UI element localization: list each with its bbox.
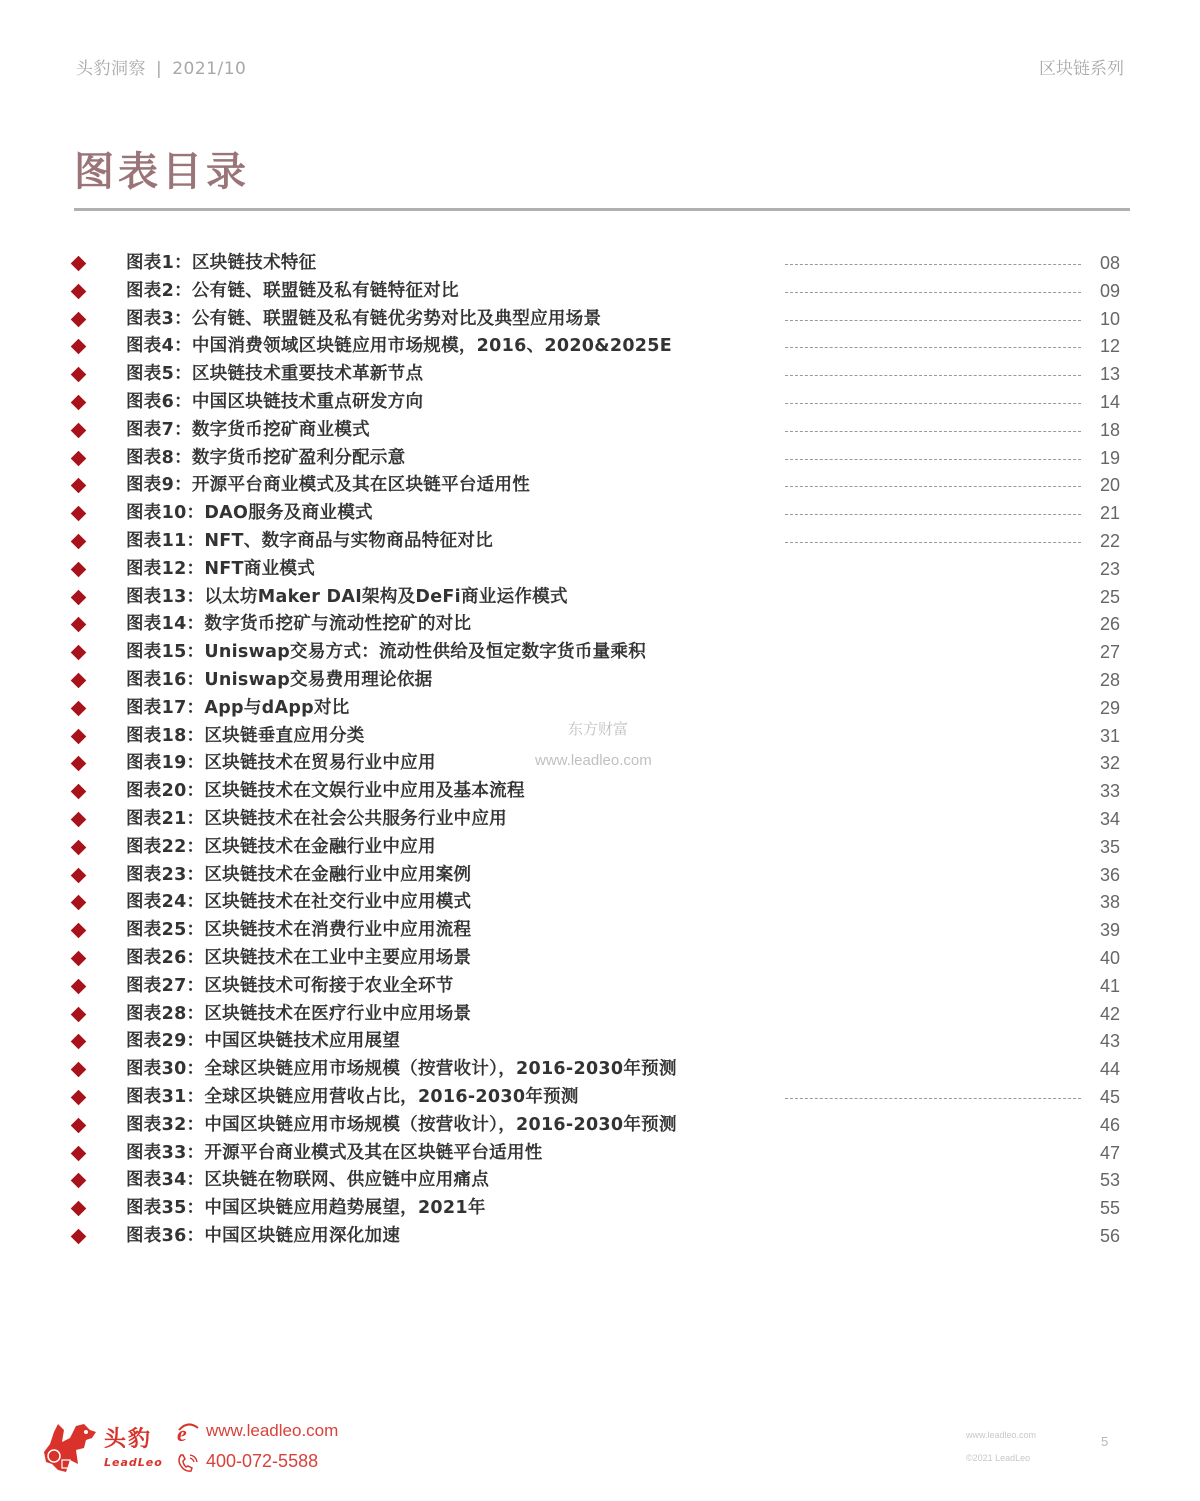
toc-entry-page[interactable]: 43 [1100, 1031, 1121, 1052]
diamond-bullet-icon [71, 534, 87, 550]
footer-brand-cn: 头豹 [104, 1427, 153, 1452]
diamond-bullet-icon [71, 673, 87, 689]
toc-entry[interactable] [0, 806, 1200, 834]
toc-entry-label[interactable]: 图表25：区块链技术在消费行业中应用流程 [126, 920, 472, 941]
footer-right-website: www.leadleo.com [966, 1430, 1037, 1440]
toc-entry[interactable] [0, 361, 1200, 389]
diamond-bullet-icon [71, 700, 87, 716]
toc-entry-label[interactable]: 图表33：开源平台商业模式及其在区块链平台适用性 [126, 1142, 543, 1163]
header-brand-date [76, 54, 246, 79]
diamond-bullet-icon [71, 812, 87, 828]
toc-entry-page[interactable]: 35 [1100, 836, 1121, 857]
dotted-leader [785, 403, 1081, 404]
toc-entry-label[interactable]: 图表17：App与dApp对比 [126, 697, 350, 718]
toc-entry[interactable] [0, 1112, 1200, 1140]
toc-entry-page[interactable]: 33 [1100, 781, 1121, 802]
toc-entry-label[interactable]: 图表19：区块链技术在贸易行业中应用 [126, 753, 436, 774]
toc-entry[interactable] [0, 639, 1200, 667]
toc-entry-page[interactable]: 08 [1100, 253, 1121, 273]
toc-entry[interactable] [0, 472, 1200, 500]
diamond-bullet-icon [71, 1201, 87, 1217]
toc-entry[interactable] [0, 834, 1200, 862]
toc-entry-label[interactable]: 图表7：数字货币挖矿商业模式 [126, 419, 370, 440]
toc-entry-page[interactable]: 27 [1100, 642, 1121, 663]
toc-entry-label[interactable]: 图表6：中国区块链技术重点研发方向 [126, 391, 424, 412]
toc-entry[interactable] [0, 556, 1200, 584]
toc-entry[interactable] [0, 278, 1200, 306]
toc-entry[interactable] [0, 611, 1200, 639]
toc-entry-label[interactable]: 图表15：Uniswap交易方式：流动性供给及恒定数字货币量乘积 [126, 642, 647, 663]
toc-entry[interactable] [0, 1167, 1200, 1195]
toc-entry-page[interactable]: 18 [1100, 419, 1121, 440]
toc-entry[interactable] [0, 250, 1200, 278]
toc-entry[interactable] [0, 1056, 1200, 1084]
diamond-bullet-icon [71, 1062, 87, 1078]
diamond-bullet-icon [71, 561, 87, 577]
dotted-leader [785, 514, 1081, 515]
toc-entry-page[interactable]: 14 [1100, 391, 1121, 412]
svg-text:e: e [177, 1422, 187, 1444]
toc-entry-page[interactable]: 09 [1100, 280, 1121, 301]
toc-entry-label[interactable]: 图表3：公有链、联盟链及私有链优劣势对比及典型应用场景 [126, 308, 602, 329]
diamond-bullet-icon [71, 395, 87, 411]
toc-entry-page[interactable]: 46 [1100, 1114, 1121, 1135]
diamond-bullet-icon [71, 1229, 87, 1245]
header-date: 2021/10 [172, 59, 247, 79]
footer-website-link[interactable]: www.leadleo.com [206, 1421, 339, 1440]
toc-entry-page[interactable]: 22 [1100, 530, 1121, 551]
toc-entry-label[interactable]: 图表23：区块链技术在金融行业中应用案例 [126, 864, 472, 885]
dotted-leader [785, 431, 1081, 432]
toc-entry-label[interactable]: 图表18：区块链垂直应用分类 [126, 725, 365, 746]
toc-entry[interactable] [0, 1140, 1200, 1168]
toc-entry-label[interactable]: 图表11：NFT、数字商品与实物商品特征对比 [126, 530, 493, 551]
toc-entry-page[interactable]: 29 [1100, 697, 1121, 718]
toc-entry-page[interactable]: 56 [1100, 1225, 1121, 1246]
toc-entry-label[interactable]: 图表28：区块链技术在医疗行业中应用场景 [126, 1003, 472, 1024]
toc-entry-label[interactable]: 图表13：以太坊Maker DAI架构及DeFi商业运作模式 [126, 586, 568, 607]
diamond-bullet-icon [71, 1006, 87, 1022]
toc-entry[interactable] [0, 389, 1200, 417]
toc-entry-label[interactable]: 图表31：全球区块链应用营收占比，2016-2030年预测 [126, 1086, 579, 1107]
toc-entry-page[interactable]: 23 [1100, 558, 1121, 579]
page-title: 图表目录 [74, 149, 250, 195]
diamond-bullet-icon [71, 450, 87, 466]
diamond-bullet-icon [71, 423, 87, 439]
diamond-bullet-icon [71, 589, 87, 605]
toc-entry-page[interactable]: 53 [1100, 1170, 1121, 1191]
page-number: 5 [1101, 1434, 1109, 1449]
diamond-bullet-icon [71, 839, 87, 855]
toc-entry-page[interactable]: 36 [1100, 864, 1121, 885]
diamond-bullet-icon [71, 867, 87, 883]
diamond-bullet-icon [71, 617, 87, 633]
diamond-bullet-icon [71, 1090, 87, 1106]
footer-brand-en: LeadLeo [104, 1456, 163, 1469]
dotted-leader [785, 459, 1081, 460]
diamond-bullet-icon [71, 923, 87, 939]
toc-entry-page[interactable]: 47 [1100, 1142, 1121, 1163]
dotted-leader [785, 264, 1081, 265]
header-separator: | [156, 59, 163, 79]
diamond-bullet-icon [71, 1145, 87, 1161]
dotted-leader [785, 292, 1081, 293]
toc-entry[interactable] [0, 945, 1200, 973]
dotted-leader [785, 375, 1081, 376]
toc-entry-label[interactable]: 图表10：DAO服务及商业模式 [126, 503, 373, 524]
diamond-bullet-icon [71, 367, 87, 383]
toc-entry[interactable] [0, 1084, 1200, 1112]
toc-entry-page[interactable]: 38 [1100, 892, 1121, 913]
header-series: 区块链系列 [1039, 59, 1124, 79]
toc-entry[interactable] [0, 1001, 1200, 1029]
toc-entry-page[interactable]: 19 [1100, 447, 1121, 468]
toc-entry-page[interactable]: 45 [1100, 1086, 1121, 1107]
phone-icon [176, 1452, 200, 1474]
header-brand: 头豹洞察 [76, 59, 146, 79]
toc-entry[interactable] [0, 1195, 1200, 1223]
web-icon [176, 1422, 200, 1444]
toc-entry-page[interactable]: 32 [1100, 753, 1121, 774]
diamond-bullet-icon [71, 1173, 87, 1189]
diamond-bullet-icon [71, 256, 87, 272]
diamond-bullet-icon [71, 978, 87, 994]
dotted-leader [785, 347, 1081, 348]
footer-phone: 400-072-5588 [206, 1451, 319, 1471]
toc-entry-page[interactable]: 39 [1100, 920, 1121, 941]
toc-entry-label[interactable]: 图表2：公有链、联盟链及私有链特征对比 [126, 280, 459, 301]
toc-entry[interactable] [0, 889, 1200, 917]
toc-entry-page[interactable]: 10 [1100, 308, 1121, 329]
toc-entry[interactable] [0, 1223, 1200, 1251]
toc-entry[interactable] [0, 862, 1200, 890]
diamond-bullet-icon [71, 1034, 87, 1050]
toc-entry-page[interactable]: 20 [1100, 475, 1121, 496]
toc-entry-label[interactable]: 图表34：区块链在物联网、供应链中应用痛点 [126, 1170, 490, 1191]
diamond-bullet-icon [71, 756, 87, 772]
toc-entry-label[interactable]: 图表29：中国区块链技术应用展望 [126, 1031, 401, 1052]
toc-entry-page[interactable]: 34 [1100, 808, 1121, 829]
dotted-leader [785, 1098, 1081, 1099]
toc-entry[interactable] [0, 778, 1200, 806]
diamond-bullet-icon [71, 478, 87, 494]
toc-entry-label[interactable]: 图表1：区块链技术特征 [126, 253, 317, 273]
toc-entry-label[interactable]: 图表20：区块链技术在文娱行业中应用及基本流程 [126, 781, 525, 802]
diamond-bullet-icon [71, 1117, 87, 1133]
toc-entry-label[interactable]: 图表22：区块链技术在金融行业中应用 [126, 836, 436, 857]
diamond-bullet-icon [71, 728, 87, 744]
watermark-text: 东方财富 [568, 720, 629, 738]
toc-entry-label[interactable]: 图表36：中国区块链应用深化加速 [126, 1225, 401, 1246]
toc-entry-label[interactable]: 图表16：Uniswap交易费用理论依据 [126, 669, 433, 690]
toc-entry-label[interactable]: 图表32：中国区块链应用市场规模（按营收计），2016-2030年预测 [126, 1114, 677, 1135]
toc-entry[interactable] [0, 528, 1200, 556]
toc-entry-label[interactable]: 图表9：开源平台商业模式及其在区块链平台适用性 [126, 475, 531, 496]
toc-entry-page[interactable]: 21 [1100, 503, 1121, 524]
toc-entry-label[interactable]: 图表27：区块链技术可衔接于农业全环节 [126, 975, 454, 996]
diamond-bullet-icon [71, 284, 87, 300]
toc-entry[interactable] [0, 500, 1200, 528]
toc-entry-label[interactable]: 图表12：NFT商业模式 [126, 558, 315, 579]
toc-entry-label[interactable]: 图表35：中国区块链应用趋势展望，2021年 [126, 1198, 486, 1219]
dotted-leader [785, 486, 1081, 487]
leadleo-logo-icon [40, 1420, 100, 1476]
toc-entry[interactable] [0, 445, 1200, 473]
toc-entry[interactable] [0, 584, 1200, 612]
title-divider [74, 208, 1130, 211]
toc-entry[interactable] [0, 1028, 1200, 1056]
toc-entry[interactable] [0, 306, 1200, 334]
toc-entry-page[interactable]: 13 [1100, 364, 1121, 385]
toc-entry[interactable] [0, 973, 1200, 1001]
toc-entry-page[interactable]: 44 [1100, 1059, 1121, 1080]
toc-entry-page[interactable]: 26 [1100, 614, 1121, 635]
toc-entry-label[interactable]: 图表30：全球区块链应用市场规模（按营收计），2016-2030年预测 [126, 1059, 677, 1080]
toc-entry-page[interactable]: 25 [1100, 586, 1121, 607]
toc-entry-label[interactable]: 图表26：区块链技术在工业中主要应用场景 [126, 947, 472, 968]
diamond-bullet-icon [71, 339, 87, 355]
footer-copyright: ©2021 LeadLeo [966, 1453, 1031, 1463]
toc-entry-label[interactable]: 图表21：区块链技术在社会公共服务行业中应用 [126, 808, 507, 829]
watermark-url: www.leadleo.com [535, 752, 652, 769]
diamond-bullet-icon [71, 506, 87, 522]
toc-entry-page[interactable]: 40 [1100, 947, 1121, 968]
toc-entry-label[interactable]: 图表5：区块链技术重要技术革新节点 [126, 364, 424, 385]
toc-entry[interactable] [0, 417, 1200, 445]
toc-entry-page[interactable]: 41 [1100, 975, 1121, 996]
toc-entry-label[interactable]: 图表8：数字货币挖矿盈利分配示意 [126, 447, 406, 468]
diamond-bullet-icon [71, 895, 87, 911]
diamond-bullet-icon [71, 311, 87, 327]
toc-entry-page[interactable]: 55 [1100, 1198, 1121, 1219]
toc-entry-label[interactable]: 图表24：区块链技术在社交行业中应用模式 [126, 892, 472, 913]
table-of-figures [0, 250, 1200, 1251]
toc-entry[interactable] [0, 667, 1200, 695]
toc-entry-page[interactable]: 42 [1100, 1003, 1121, 1024]
toc-entry[interactable] [0, 333, 1200, 361]
diamond-bullet-icon [71, 645, 87, 661]
dotted-leader [785, 320, 1081, 321]
toc-entry[interactable] [0, 917, 1200, 945]
dotted-leader [785, 542, 1081, 543]
diamond-bullet-icon [71, 784, 87, 800]
toc-entry-label[interactable]: 图表4：中国消费领域区块链应用市场规模，2016、2020&2025E [126, 336, 673, 357]
toc-entry-page[interactable]: 28 [1100, 669, 1121, 690]
toc-entry-label[interactable]: 图表14：数字货币挖矿与流动性挖矿的对比 [126, 614, 472, 635]
toc-entry-page[interactable]: 12 [1100, 336, 1121, 357]
diamond-bullet-icon [71, 951, 87, 967]
toc-entry-page[interactable]: 31 [1100, 725, 1121, 746]
